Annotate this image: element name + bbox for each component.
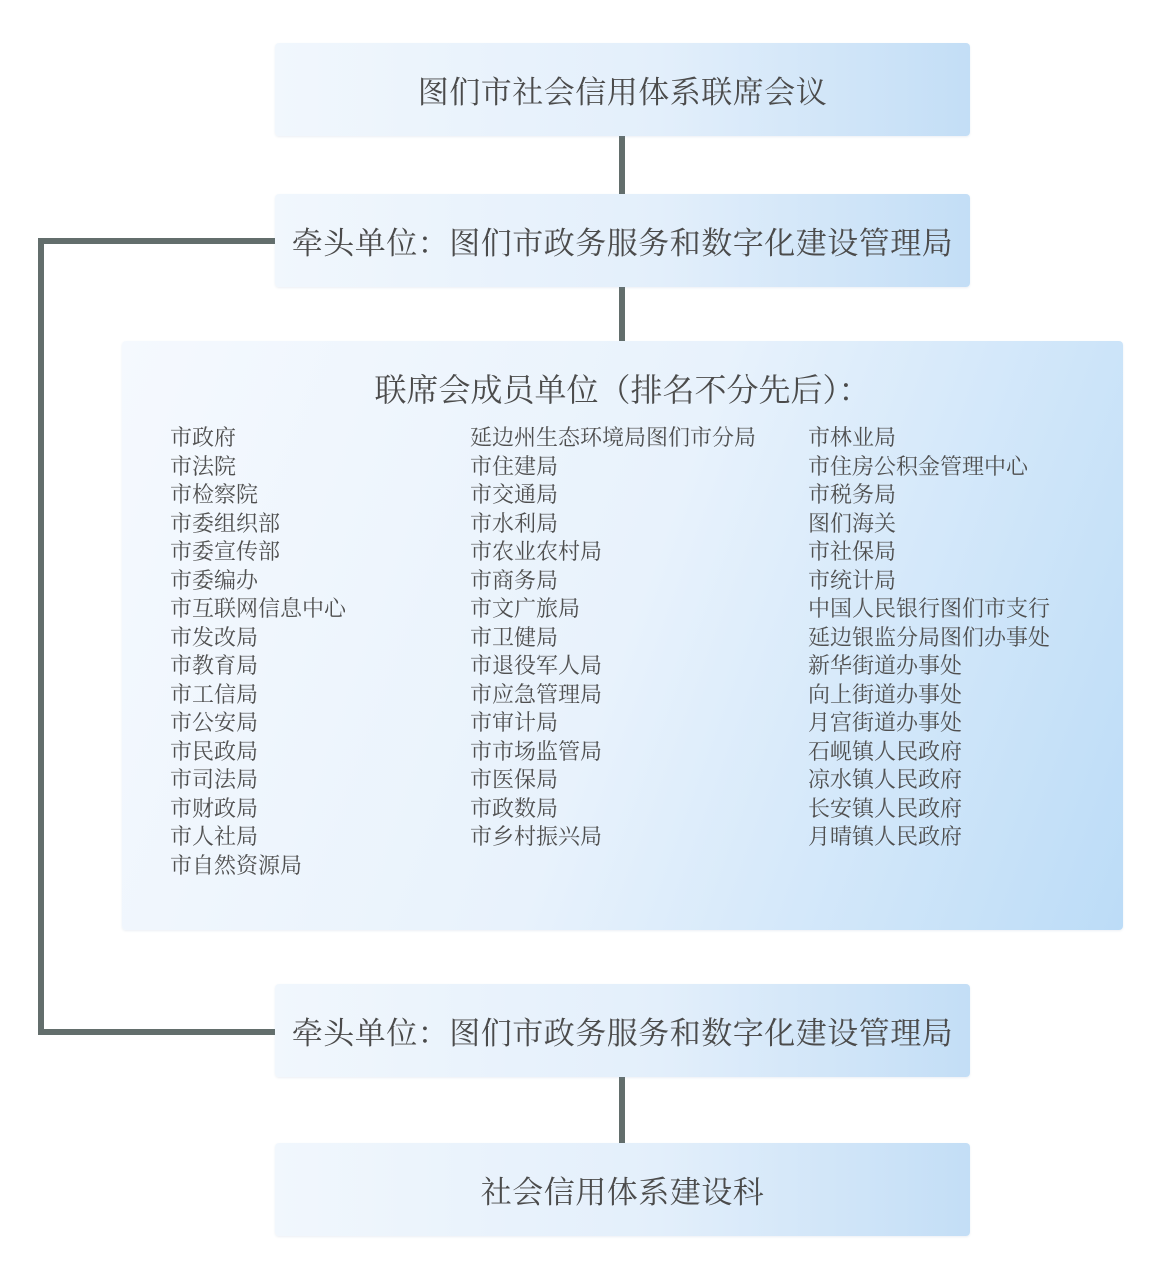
member-unit-item: 月晴镇人民政府 (808, 825, 963, 850)
member-units-title: 联席会成员单位（排名不分先后）： (374, 371, 871, 409)
member-unit-item: 延边州生态环境局图们市分局 (470, 426, 757, 451)
connector-lead2-to-bottom (619, 1077, 625, 1143)
member-unit-item: 市委宣传部 (170, 540, 281, 565)
member-unit-item: 市卫健局 (470, 625, 559, 651)
member-unit-item: 石岘镇人民政府 (808, 739, 963, 765)
member-column-1 (170, 425, 346, 881)
member-unit-item: 市发改局 (170, 625, 259, 651)
lead-unit-box (275, 194, 970, 287)
joint-meeting-title: 图们市社会信用体系联席会议 (417, 75, 828, 111)
member-unit-item: 市工信局 (170, 682, 259, 708)
member-unit-item: 市委编办 (170, 568, 259, 594)
side-bracket-top (38, 238, 275, 244)
member-unit-item: 延边银监分局图们办事处 (808, 625, 1051, 651)
member-unit-item: 市农业农村局 (470, 540, 603, 565)
member-unit-item: 市审计局 (470, 711, 559, 736)
member-unit-item: 市乡村振兴局 (470, 825, 603, 850)
member-column-2 (470, 425, 756, 853)
lead-unit-text-2: 牵头单位：图们市政务服务和数字化建设管理局 (291, 1016, 954, 1052)
member-unit-item: 市市场监管局 (470, 739, 603, 765)
member-unit-item: 市统计局 (808, 568, 897, 594)
credit-system-section-box (275, 1143, 970, 1236)
member-unit-item: 市教育局 (170, 654, 259, 679)
member-unit-item: 市财政局 (170, 796, 259, 822)
member-unit-item: 月宫街道办事处 (808, 711, 963, 736)
connector-top-to-lead (619, 136, 625, 194)
lead-unit-box-2 (275, 984, 970, 1077)
member-unit-item: 市应急管理局 (470, 682, 603, 708)
member-unit-item: 新华街道办事处 (808, 654, 963, 679)
member-unit-item: 中国人民银行图们市支行 (808, 597, 1051, 622)
lead-unit-text: 牵头单位：图们市政务服务和数字化建设管理局 (291, 226, 954, 262)
connector-lead-to-members (619, 287, 625, 341)
side-bracket-bottom (38, 1029, 275, 1035)
member-unit-item: 市水利局 (470, 511, 559, 537)
member-unit-item: 向上街道办事处 (808, 682, 963, 708)
member-unit-item: 凉水镇人民政府 (808, 768, 963, 793)
member-unit-item: 市司法局 (170, 768, 259, 793)
member-unit-item: 市税务局 (808, 483, 897, 508)
member-unit-item: 长安镇人民政府 (808, 796, 963, 822)
member-unit-item: 市检察院 (170, 483, 259, 508)
member-unit-item: 市住建局 (470, 454, 559, 480)
member-unit-item: 市委组织部 (170, 511, 281, 537)
member-unit-item: 图们海关 (808, 511, 897, 537)
member-unit-item: 市政府 (170, 426, 237, 451)
member-unit-item: 市商务局 (470, 568, 559, 594)
member-unit-item: 市林业局 (808, 426, 897, 451)
member-unit-item: 市政数局 (470, 796, 559, 822)
member-unit-item: 市社保局 (808, 540, 897, 565)
joint-meeting-box (275, 43, 970, 136)
member-unit-item: 市民政局 (170, 739, 259, 765)
member-column-3 (808, 425, 1050, 853)
member-unit-item: 市法院 (170, 454, 237, 480)
side-bracket-vertical (38, 238, 44, 1035)
member-unit-item: 市自然资源局 (170, 853, 303, 879)
credit-system-section-title: 社会信用体系建设科 (480, 1175, 765, 1211)
member-unit-item: 市退役军人局 (470, 654, 603, 679)
member-unit-item: 市文广旅局 (470, 597, 581, 622)
member-unit-item: 市人社局 (170, 825, 259, 850)
member-unit-item: 市互联网信息中心 (170, 597, 347, 622)
member-unit-item: 市医保局 (470, 768, 559, 793)
member-unit-item: 市公安局 (170, 711, 259, 736)
member-unit-item: 市住房公积金管理中心 (808, 454, 1029, 480)
member-unit-item: 市交通局 (470, 483, 559, 508)
member-units-box (122, 341, 1123, 930)
